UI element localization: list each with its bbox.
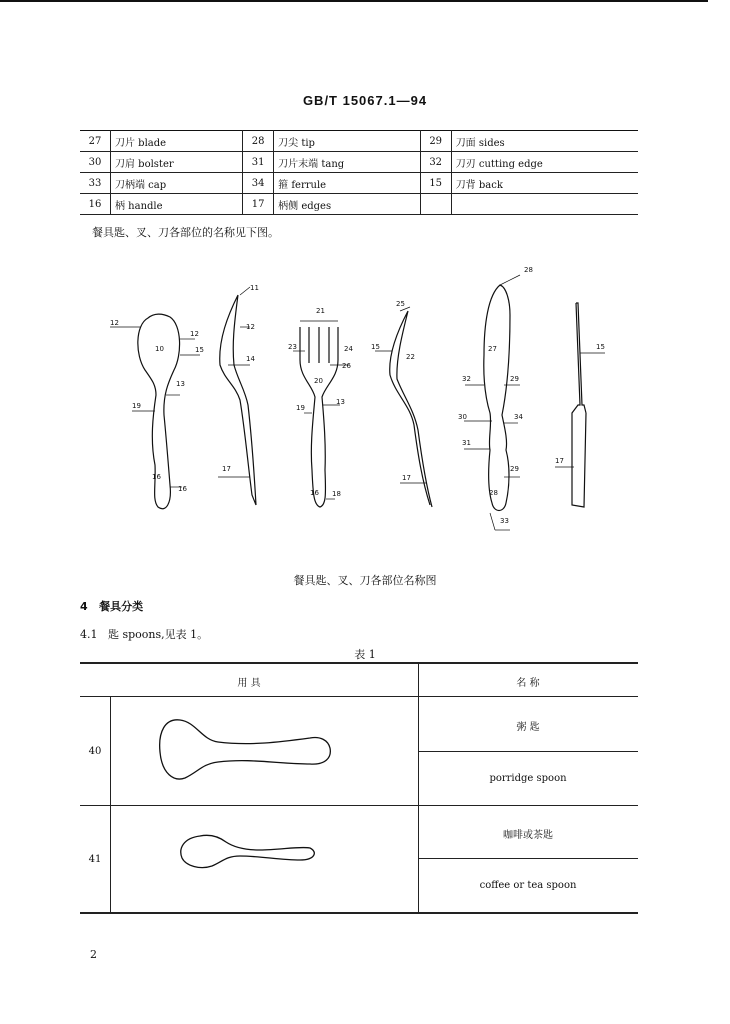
knife-side-drawing: [572, 303, 586, 507]
intro-text: 餐具匙、叉、刀各部位的名称见下图。: [92, 226, 279, 239]
figure-label: 23: [288, 343, 297, 351]
table-rule: [418, 858, 638, 859]
figure-label: 32: [462, 375, 471, 383]
part-number: 34: [243, 173, 274, 194]
table-rule: [80, 662, 638, 664]
figure-label: 30: [458, 413, 467, 421]
part-number: 15: [420, 173, 451, 194]
figure-label: 29: [510, 375, 519, 383]
figure-caption: 餐具匙、叉、刀各部位名称图: [293, 574, 437, 587]
page-number: 2: [90, 948, 97, 961]
part-number: [420, 194, 451, 215]
table-row: [80, 194, 638, 215]
cutlery-parts-figure: [100, 255, 640, 555]
coffee-spoon-drawing: [170, 822, 350, 882]
figure-label: 13: [336, 398, 345, 406]
figure-label: 26: [342, 362, 351, 370]
figure-label: 28: [489, 489, 498, 497]
section-text: 匙 spoons,见表 1。: [108, 628, 209, 641]
parts-table: [80, 130, 638, 215]
figure-label: 17: [555, 457, 564, 465]
figure-label: 11: [250, 284, 259, 292]
part-number: 31: [243, 152, 274, 173]
part-number: 17: [243, 194, 274, 215]
figure-label: 33: [500, 517, 509, 525]
top-rule: [0, 0, 708, 2]
figure-label: 34: [514, 413, 523, 421]
part-name: 刀刃 cutting edge: [451, 152, 638, 173]
table-rule: [418, 662, 419, 912]
section-number: 4.1: [80, 628, 98, 641]
part-name: 柄 handle: [111, 194, 243, 215]
part-name: 刀肩 bolster: [111, 152, 243, 173]
figure-label: 10: [155, 345, 164, 353]
column-header-tool: 用 具: [237, 678, 261, 689]
part-name: 刀尖 tip: [274, 131, 421, 152]
figure-label: 17: [402, 474, 411, 482]
part-number: 28: [243, 131, 274, 152]
figure-label: 21: [316, 307, 325, 315]
figure-label: 28: [524, 266, 533, 274]
table-row: [80, 173, 638, 194]
figure-label: 15: [596, 343, 605, 351]
table-1-title: 表 1: [354, 648, 376, 661]
figure-label: 19: [296, 404, 305, 412]
part-name: 柄侧 edges: [274, 194, 421, 215]
figure-label: 31: [462, 439, 471, 447]
part-name: [451, 194, 638, 215]
figure-label: 18: [332, 490, 341, 498]
table-rule: [110, 696, 111, 912]
column-header-name: 名 称: [516, 678, 540, 689]
figure-label: 12: [190, 330, 199, 338]
part-number: 29: [420, 131, 451, 152]
part-name: 刀片末端 tang: [274, 152, 421, 173]
fork-front-drawing: [300, 327, 338, 507]
figure-label: 16: [310, 489, 319, 497]
part-number: 27: [80, 131, 111, 152]
figure-label: 27: [488, 345, 497, 353]
part-number: 30: [80, 152, 111, 173]
section-title: 餐具分类: [99, 600, 144, 613]
section-4-1: [80, 626, 208, 642]
section-number: 4: [80, 600, 88, 613]
porridge-spoon-drawing: [140, 702, 400, 802]
section-4-heading: [80, 598, 143, 614]
part-name: 刀背 back: [451, 173, 638, 194]
name-en: porridge spoon: [489, 773, 567, 784]
table-rule: [80, 912, 638, 914]
figure-label: 17: [222, 465, 231, 473]
part-name: 刀面 sides: [451, 131, 638, 152]
part-name: 刀片 blade: [111, 131, 243, 152]
figure-label: 12: [110, 319, 119, 327]
row-id: 41: [88, 854, 102, 865]
name-cn: 咖啡或茶匙: [503, 830, 553, 841]
figure-label: 19: [132, 402, 141, 410]
figure-label: 25: [396, 300, 405, 308]
table-rule: [80, 805, 638, 806]
figure-label: 22: [406, 353, 415, 361]
figure-label: 29: [510, 465, 519, 473]
table-1: [80, 662, 638, 914]
figure-label: 15: [195, 346, 204, 354]
part-name: 箍 ferrule: [274, 173, 421, 194]
table-row: [80, 152, 638, 173]
figure-label: 12: [246, 323, 255, 331]
part-number: 16: [80, 194, 111, 215]
table-row: [80, 131, 638, 152]
part-name: 刀柄端 cap: [111, 173, 243, 194]
name-en: coffee or tea spoon: [479, 880, 577, 891]
part-number: 32: [420, 152, 451, 173]
table-rule: [418, 751, 638, 752]
page-header: GB/T 15067.1—94: [302, 93, 428, 108]
name-cn: 粥 匙: [516, 722, 540, 733]
figure-label: 14: [246, 355, 255, 363]
figure-label: 13: [176, 380, 185, 388]
figure-label: 15: [371, 343, 380, 351]
figure-label: 16: [178, 485, 187, 493]
figure-label: 24: [344, 345, 353, 353]
table-rule: [80, 696, 638, 697]
part-number: 33: [80, 173, 111, 194]
figure-label: 16: [152, 473, 161, 481]
figure-label: 20: [314, 377, 323, 385]
row-id: 40: [88, 746, 102, 757]
